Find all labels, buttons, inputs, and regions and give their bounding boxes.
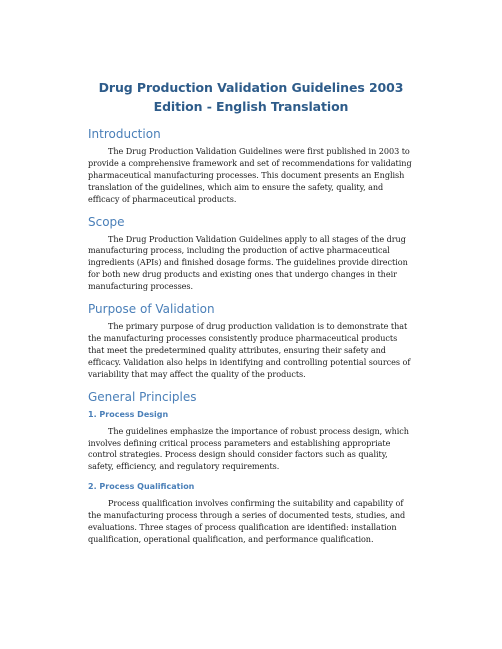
scope-heading: Scope <box>88 214 125 229</box>
general-principles-heading: General Principles <box>88 389 197 404</box>
process-qualification-paragraph: Process qualification involves confirming the suitability and capability of the manufacturing process through a series of documented tests, studies, and evaluations. Three stages of process qualification are identified: installation qualification, operational qualification, and performance qualification. <box>88 498 406 544</box>
scope-paragraph: The Drug Production Validation Guidelines apply to all stages of the drug manufacturing process, including the production of active pharmaceutical ingredients (APIs) and finished dosage forms. The guidelines provide direction for both new drug products and existing ones that undergo changes in their manufacturing processes. <box>88 233 408 292</box>
purpose-paragraph: The primary purpose of drug production validation is to demonstrate that the manufacturing processes consistently produce pharmaceutical products that meet the predetermined quality attributes, ensuring their safety and efficacy. Validation also helps in identifying and controlling potential sources of variability that may affect the quality of the products. <box>88 321 411 379</box>
purpose-heading: Purpose of Validation <box>88 302 215 317</box>
scope-section <box>88 214 414 294</box>
introduction-paragraph: The Drug Production Validation Guidelines were first published in 2003 to provide a comprehensive framework and set of recommendations for validating pharmaceutical manufacturing processes. This document presents an English translation of the guidelines, which aim to ensure the safety, quality, and efficacy of pharmaceutical products. <box>88 146 412 204</box>
process-design-heading: 1. Process Design <box>88 409 169 419</box>
purpose-section <box>88 301 414 381</box>
general-principles-section <box>88 389 414 546</box>
introduction-section <box>88 126 414 206</box>
process-qualification-heading: 2. Process Qualification <box>88 482 195 492</box>
introduction-heading: Introduction <box>88 127 161 141</box>
document-title: Drug Production Validation Guidelines 2003 Edition - English Translation <box>98 80 404 114</box>
process-design-paragraph: The guidelines emphasize the importance of robust process design, which involves defining critical process parameters and establishing appropriate control strategies. Process design should consider factors such as quality, safety, efficiency, and regulatory requirements. <box>88 425 409 472</box>
